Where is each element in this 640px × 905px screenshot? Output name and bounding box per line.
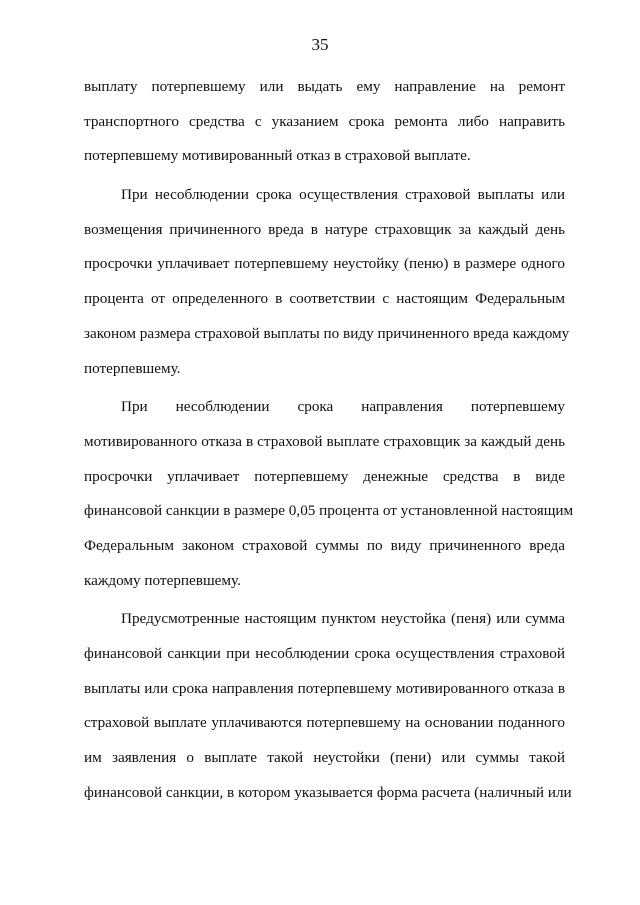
paragraph-3 [84,390,574,598]
page-number: 35 [311,35,329,54]
text-line: При несоблюдении срока направления потерпевшему [121,398,565,416]
text-line: Предусмотренные настоящим пунктом неустойка (пеня) или сумма [121,610,565,628]
text-line: законом размера страховой выплаты по виду причиненного вреда каждому [84,324,570,342]
text-line: возмещения причиненного вреда в натуре страховщик за каждый день [84,220,565,238]
text-line: потерпевшему мотивированный отказ в страховой выплате. [84,147,471,165]
text-line: просрочки уплачивает потерпевшему денежные средства в виде [84,467,565,485]
text-line: Федеральным законом страховой суммы по виду причиненного вреда [84,536,565,554]
text-line: мотивированного отказа в страховой выплате страховщик за каждый день [84,432,565,450]
text-line: транспортного средства с указанием срока ремонта либо направить [84,112,565,130]
text-line: финансовой санкции при несоблюдении срока осуществления страховой [84,645,565,662]
paragraph-1 [84,70,565,174]
text-line: потерпевшему. [84,359,181,377]
text-line: При несоблюдении срока осуществления страховой выплаты или [121,186,565,204]
text-line: финансовой санкции, в котором указывается форма расчета (наличный или [84,783,572,801]
text-line: страховой выплате уплачиваются потерпевшему на основании поданного [84,714,565,732]
document-body [84,70,574,810]
text-line: процента от определенного в соответствии с настоящим Федеральным [84,290,565,308]
paragraph-2 [84,178,570,386]
paragraph-4 [84,602,572,810]
text-line: им заявления о выплате такой неустойки (пени) или суммы такой [84,749,565,767]
text-line: выплаты или срока направления потерпевшему мотивированного отказа в [84,679,565,697]
text-line: финансовой санкции в размере 0,05 процента от установленной настоящим [84,502,574,520]
text-line: просрочки уплачивает потерпевшему неустойку (пеню) в размере одного [84,255,565,273]
text-line: выплату потерпевшему или выдать ему направление на ремонт [84,78,565,95]
text-line: каждому потерпевшему. [84,571,241,589]
